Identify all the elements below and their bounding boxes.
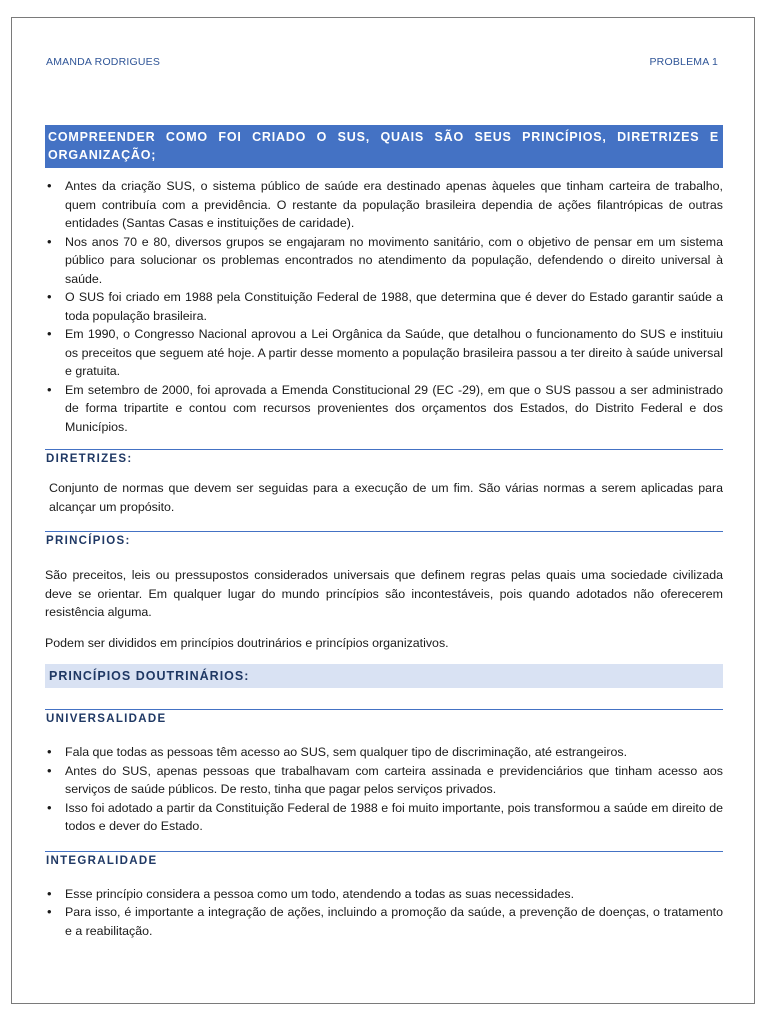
doutrinarios-banner: PRINCÍPIOS DOUTRINÁRIOS: bbox=[45, 664, 723, 688]
universalidade-heading: UNIVERSALIDADE bbox=[45, 709, 723, 730]
document-page bbox=[11, 17, 755, 1004]
main-topic-banner: COMPREENDER COMO FOI CRIADO O SUS, QUAIS SÃO SEUS PRINCÍPIOS, DIRETRIZES E ORGANIZAÇÃO; bbox=[45, 125, 723, 168]
list-item: • Antes da criação SUS, o sistema público de saúde era destinado apenas àqueles que tinham carteira de trabalho, quem contribuía com a previdência. O restante da população brasileira dependia de ações filantrópicas de outras entidades (Santas Casas e instituições de caridade). bbox=[45, 177, 723, 233]
list-item: • Esse princípio considera a pessoa como um todo, atendendo a todas as suas necessidades. bbox=[45, 885, 723, 904]
diretrizes-text: Conjunto de normas que devem ser seguidas para a execução de um fim. São várias normas a serem aplicadas para alcançar um propósito. bbox=[49, 481, 723, 514]
universalidade-bullet-list bbox=[45, 743, 723, 836]
list-item: • O SUS foi criado em 1988 pela Constituição Federal de 1988, que determina que é dever do Estado garantir saúde a toda população brasileira. bbox=[45, 288, 723, 325]
intro-bullet-list bbox=[45, 177, 723, 436]
list-item: • Em 1990, o Congresso Nacional aprovou a Lei Orgânica da Saúde, que detalhou o funcionamento do SUS e instituiu os preceitos que seguem até hoje. A partir desse momento a população brasileira passou a ter direito à saúde universal e gratuita. bbox=[45, 325, 723, 381]
list-item: • Nos anos 70 e 80, diversos grupos se engajaram no movimento sanitário, com o objetivo de pensar em um sistema público para solucionar os problemas encontrados no atendimento da população, defendendo o direito universal à saúde. bbox=[45, 233, 723, 289]
integralidade-heading: INTEGRALIDADE bbox=[45, 851, 723, 872]
header-label: PROBLEMA 1 bbox=[649, 56, 718, 68]
list-item: • Antes do SUS, apenas pessoas que trabalhavam com carteira assinada e previdenciários que tinham acesso aos serviços de saúde públicos. De resto, tinha que pagar pelos serviços privados. bbox=[45, 762, 723, 799]
list-item: • Em setembro de 2000, foi aprovada a Emenda Constitucional 29 (EC -29), em que o SUS passou a ser administrado de forma tripartite e contou com recursos provenientes dos orçamentos dos Estados, do Distrito Federal e dos Municípios. bbox=[45, 381, 723, 437]
principios-division-text: Podem ser divididos em princípios doutrinários e princípios organizativos. bbox=[45, 635, 449, 650]
list-item: • Fala que todas as pessoas têm acesso ao SUS, sem qualquer tipo de discriminação, até estrangeiros. bbox=[45, 743, 723, 762]
list-item: • Para isso, é importante a integração de ações, incluindo a promoção da saúde, a prevenção de doenças, o tratamento e a reabilitação. bbox=[45, 903, 723, 940]
principios-text: São preceitos, leis ou pressupostos considerados universais que definem regras pelas quais uma sociedade civilizada deve se orientar. Em qualquer lugar do mundo princípios são incontestáveis, pois quando adotados não oferecerem resistência alguma. bbox=[45, 568, 723, 619]
principios-heading: PRINCÍPIOS: bbox=[45, 531, 723, 552]
diretrizes-heading: DIRETRIZES: bbox=[45, 449, 723, 470]
document-body bbox=[45, 125, 723, 940]
list-item: • Isso foi adotado a partir da Constituição Federal de 1988 e foi muito importante, pois transformou a saúde em direito de todos e dever do Estado. bbox=[45, 799, 723, 836]
header-author: AMANDA RODRIGUES bbox=[46, 56, 161, 68]
integralidade-bullet-list bbox=[45, 885, 723, 941]
